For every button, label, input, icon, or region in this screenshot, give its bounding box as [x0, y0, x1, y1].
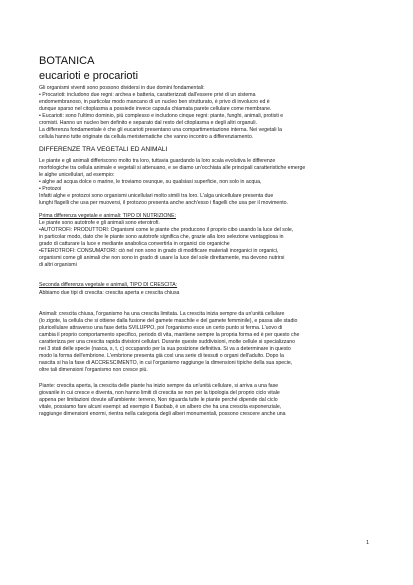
text-line: Animali: crescita chiusa, l'organismo ha una crescita limitata. La crescita inizia sempre da un'unità cellulare [39, 311, 285, 317]
subheading-nutrition: Prima differenza vegetale e animali: TIPO DI NUTRIZIONE: [39, 213, 177, 219]
section3-paragraph [39, 290, 374, 297]
text-line: cambia il proprio comportamento specifico, periodo di vita, mantiene sempre la propria forma ed è per questo che [39, 332, 300, 339]
text-line: Piante: crescita aperta, la crescita delle piante ha inizio sempre da un'unità cellulare, si arriva a una fase [39, 383, 279, 389]
section-heading: DIFFERENZE TRA VEGETALI ED ANIMALI [39, 146, 168, 153]
text-line: oltre tali dimensioni l'organismo non cresce più. [39, 367, 148, 374]
text-line: • alghe ad acqua dolce o marine, le troviamo ovunque, su qualsiasi superficie, non solo in acqua, [39, 179, 262, 186]
intro-paragraph [39, 85, 374, 141]
text-line: nascita si ha la fase di ACCRESCIMENTO, in cui l'organismo raggiunge la dimensioni tipiche della sua specie, [39, 360, 293, 367]
text-line: raggiunge dimensioni enormi, rientra nella categoria degli alberi monumentali, possono crescere anche una [39, 411, 286, 418]
text-line: • Protozoi [39, 186, 62, 193]
text-line: (lo zigote, la cellula che si ottiene dalla fusione del gamete maschile e del gamete femminile), e passa alle stadio [39, 318, 298, 325]
text-line: La differenza fondamentale è che gli eucarioti presentano una compartimentazione interna. Nei vegetali la [39, 127, 283, 134]
text-line: giovanile in cui cresce e diventa, non hanno limiti di crescita se non per la tipologia del proprio ciclo vitale [39, 390, 280, 397]
text-line: in particolar modo, dato che le piante sono autotrofe significa che, grazie alla loro selezione vantaggiosa in [39, 234, 284, 241]
text-line: Le piante e gli animali differiscono molto tra loro, tuttavia guardando la loro scala evolutiva le differenze [39, 158, 276, 164]
text-line: appena per limitazioni dovute all'ambiente: terreno, Non riguarda tutte le piante perché dipende dal ciclo [39, 397, 278, 404]
page-number: 1 [366, 540, 370, 546]
text-line: •AUTOTROFI: PRODUTTORI: Organismi come le piante che producono il proprio cibo usando la luce del sole, [39, 227, 294, 234]
text-line: di altri organismi [39, 262, 77, 269]
section1-paragraph [39, 158, 374, 207]
text-line: lunghi flagelli che usa per muoversi, il protozoo presenta anche anch'esso i flagelli che usa per il movimento. [39, 200, 288, 207]
text-line: Abbiamo due tipi di crescita: crescita aperta e crescita chiusa [39, 290, 180, 296]
doc-subtitle: eucarioti e procarioti [39, 70, 139, 82]
section2-paragraph [39, 220, 374, 269]
text-line: • Eucarioti: sono l'ultimo dominio, più complesso e includono cinque regni: piante, funghi, animali, protisti e [39, 113, 284, 120]
text-line: •ETEROTROFI: CONSUMATORI: ciò nel non sono in grado di modificare materiali inorganici in organici, [39, 248, 279, 255]
text-line: caratterizza per una crescita rapida divisioni cellulari. Durante queste suddivisioni, molte cellule si specializzano [39, 339, 296, 346]
text-line: Infatti alghe e protozoi sono organismi unicellulari molto simili tra loro. L'alga unicellulare presenta due [39, 193, 274, 200]
doc-title: BOTANICA [39, 55, 95, 67]
text-line: Gli organismi viventi sono possono dividersi in due domini fondamentali: [39, 85, 205, 91]
text-line: grado di catturare la luce e mediante anabolica convertirla in organici cio organiche [39, 241, 230, 248]
text-line: • Procarioti: includono due regni: archea e batteria, caratterizzati dall'essere privi di un sistema [39, 92, 256, 99]
text-line: Le piante sono autotrofe e gli animali sono eterotrofi. [39, 220, 160, 226]
text-line: pluricellulare attraverso una fase detta SVILUPPO, poi l'organismo esce un certo punto si ferma. L'uovo di [39, 325, 283, 332]
text-line: cellula hanno tutte originate da cellula meristematiche che vanno incontro a differenziamento. [39, 134, 254, 141]
text-line: modo la forma dell'embrione. L'embrione presenta già così una serie di tessuti o organi dell'adulto. Dopo la [39, 353, 284, 360]
text-line: nei 3 stati delle specie (nasca, s, t, c) occupando per la sua posizione definitiva. Si va a determinare in questo [39, 346, 291, 353]
text-line: cromisti. Hanno un nucleo ben definito e separato dal resto del citoplasma e degli altri organuli. [39, 120, 258, 127]
text-line: dunque sparso nel citoplasma a possiede invece capsula chiamata parete cellulare come membrane. [39, 106, 272, 113]
section4-paragraph [39, 311, 374, 374]
section5-paragraph [39, 383, 374, 418]
text-line: le alghe unicellulari, ad esempio: [39, 172, 115, 179]
text-line: organismi come gli animali che non sono in grado di usare la luce del sole direttamente, ma devono nutrirsi [39, 255, 285, 262]
subheading-growth: Seconda differenza vegetale e animali, TIPO DI CRESCITA: [39, 282, 178, 288]
text-line: vitale, possiamo fare alcuni esempi: ad esempio il Baobab, è un albero che ha una crescita esponenziale, [39, 404, 282, 411]
text-line: endomembranoso, in particolar modo mancano di un nucleo ben strutturato, è privo di involucro ed è [39, 99, 270, 106]
text-line: morfologiche tra cellula animale e vegetali si attenuano, e se diamo un'occhiata alle principali caratteristiche emerge [39, 165, 306, 172]
